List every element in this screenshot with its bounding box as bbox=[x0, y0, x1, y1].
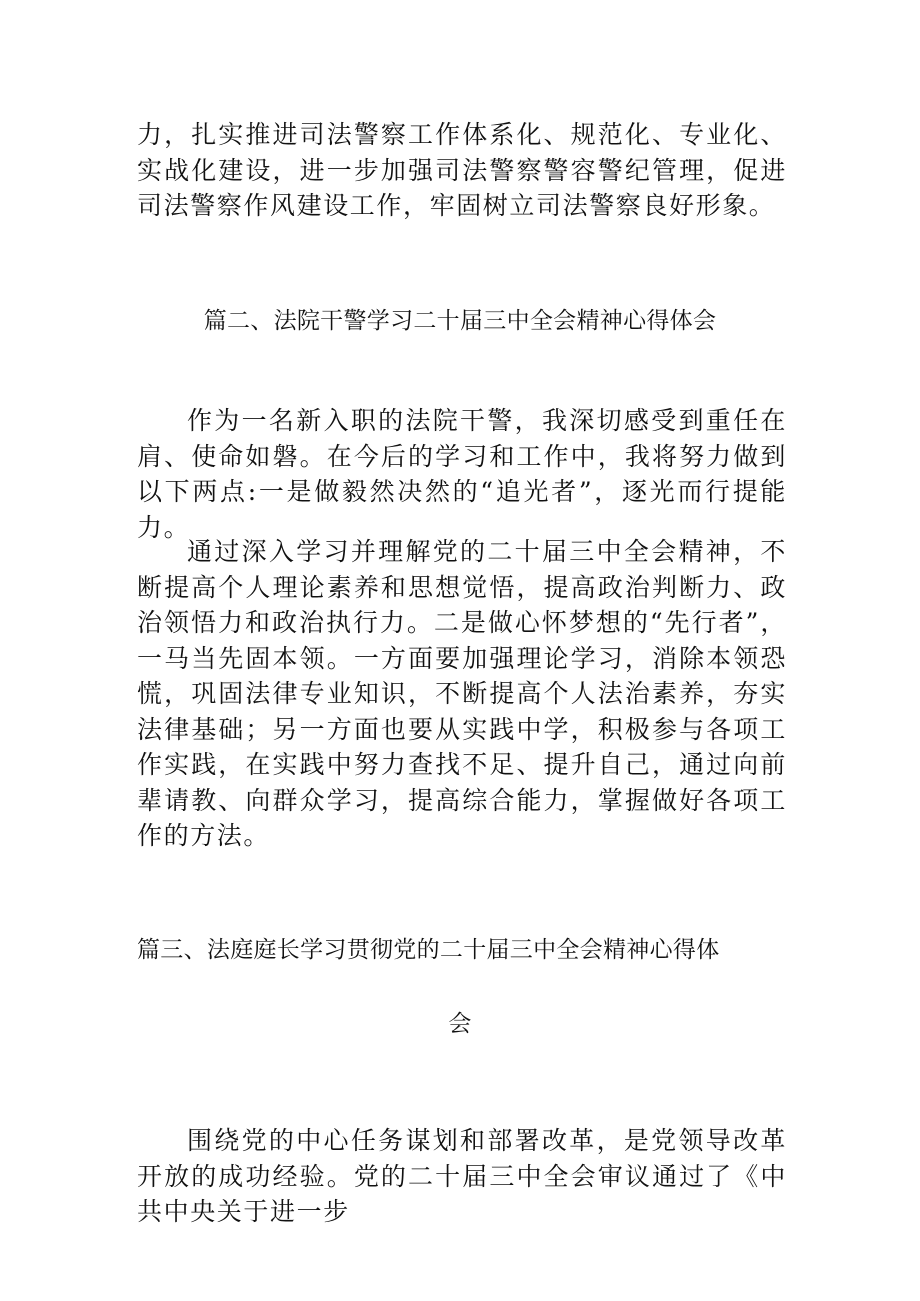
section3-heading-line1: 篇三、法庭庭长学习贯彻党的二十届三中全会精神心得体 bbox=[137, 937, 720, 963]
continuation-paragraph: 力，扎实推进司法警察工作体系化、规范化、专业化、实战化建设，进一步加强司法警察警容警纪管理，促进司法警察作风建设工作，牢固树立司法警察良好形象。 bbox=[137, 120, 787, 220]
section3-heading-line2: 会 bbox=[448, 1011, 472, 1037]
section2-paragraph-2: 通过深入学习并理解党的二十届三中全会精神，不断提高个人理论素养和思想觉悟，提高政治判断力、政治领悟力和政治执行力。二是做心怀梦想的“先行者”，一马当先固本领。一方面要加强理论学习，消除本领恐慌，巩固法律专业知识，不断提高个人法治素养，夯实法律基础；另一方面也要从实践中学，积极参与各项工作实践，在实践中努力查找不足、提升自己，通过向前辈请教、向群众学习，提高综合能力，掌握做好各项工作的方法。 bbox=[137, 537, 787, 850]
section3-paragraph-1: 围绕党的中心任务谋划和部署改革，是党领导改革开放的成功经验。党的二十届三中全会审议通过了《中共中央关于进一步 bbox=[137, 1126, 787, 1226]
section2-heading: 篇二、法院干警学习二十届三中全会精神心得体会 bbox=[203, 308, 717, 334]
section2-paragraph-1: 作为一名新入职的法院干警，我深切感受到重任在肩、使命如磐。在今后的学习和工作中，我将努力做到以下两点:一是做毅然决然的“追光者”，逐光而行提能力。 bbox=[137, 406, 787, 542]
